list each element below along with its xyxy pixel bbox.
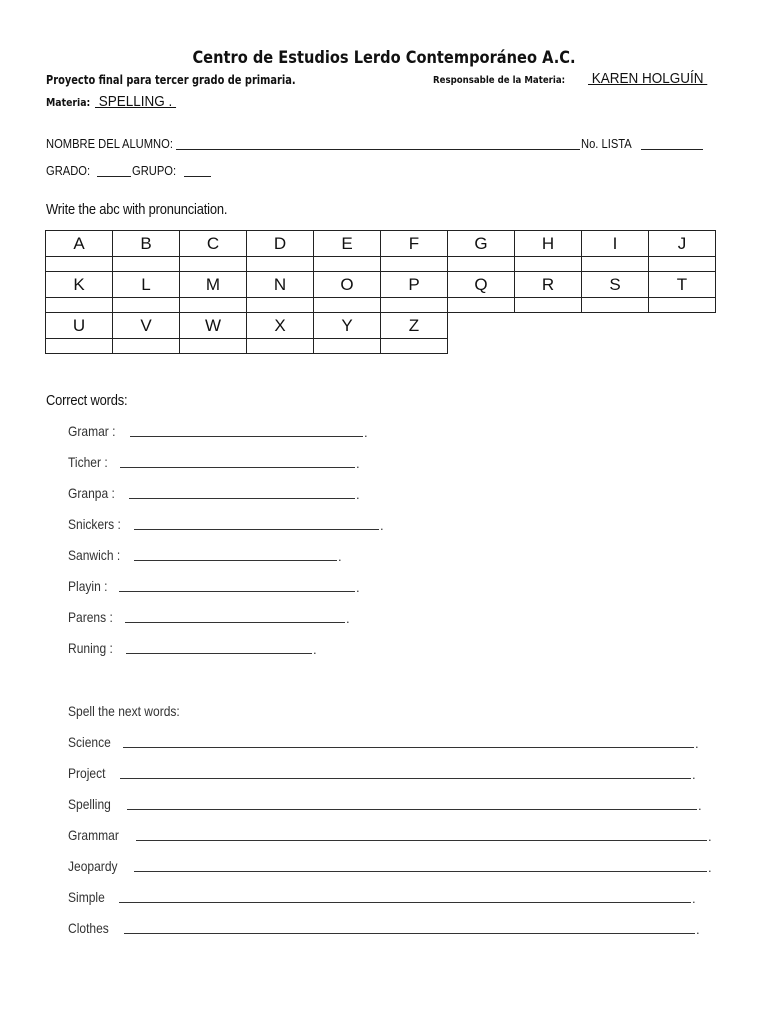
pronunciation-cell[interactable] bbox=[180, 298, 247, 313]
pronunciation-cell[interactable] bbox=[180, 339, 247, 354]
empty-cell bbox=[582, 313, 649, 339]
spell-word: Simple bbox=[68, 889, 105, 905]
period: . bbox=[380, 518, 384, 533]
letter-cell: A bbox=[46, 231, 113, 257]
period: . bbox=[708, 829, 712, 844]
empty-cell bbox=[649, 313, 716, 339]
lista-field[interactable] bbox=[641, 149, 703, 150]
letter-cell: W bbox=[180, 313, 247, 339]
letter-cell: S bbox=[582, 272, 649, 298]
pronunciation-cell[interactable] bbox=[314, 339, 381, 354]
answer-field[interactable] bbox=[134, 871, 707, 872]
student-name-label: NOMBRE DEL ALUMNO: bbox=[46, 136, 173, 151]
period: . bbox=[696, 922, 700, 937]
answer-field[interactable] bbox=[120, 778, 691, 779]
period: . bbox=[356, 456, 360, 471]
pronunciation-cell[interactable] bbox=[448, 298, 515, 313]
grupo-label: GRUPO: bbox=[132, 163, 177, 178]
pronunciation-cell[interactable] bbox=[247, 298, 314, 313]
spell-word: Clothes bbox=[68, 920, 109, 936]
misspelled-word: Parens : bbox=[68, 609, 113, 625]
answer-field[interactable] bbox=[119, 591, 355, 592]
letter-cell: H bbox=[515, 231, 582, 257]
misspelled-word: Sanwich : bbox=[68, 547, 121, 563]
misspelled-word: Runing : bbox=[68, 640, 113, 656]
misspelled-word: Gramar : bbox=[68, 423, 116, 439]
empty-cell bbox=[448, 313, 515, 339]
materia-value: SPELLING . bbox=[95, 93, 177, 110]
pronunciation-cell[interactable] bbox=[448, 257, 515, 272]
spell-heading: Spell the next words: bbox=[68, 703, 180, 719]
spell-word: Project bbox=[68, 765, 106, 781]
pronunciation-cell[interactable] bbox=[46, 257, 113, 272]
answer-field[interactable] bbox=[125, 622, 345, 623]
responsable-label: Responsable de la Materia: bbox=[433, 75, 566, 86]
pronunciation-cell[interactable] bbox=[180, 257, 247, 272]
period: . bbox=[692, 767, 696, 782]
period: . bbox=[692, 891, 696, 906]
pronunciation-cell[interactable] bbox=[113, 298, 180, 313]
spell-word: Grammar bbox=[68, 827, 119, 843]
misspelled-word: Playin : bbox=[68, 578, 108, 594]
letter-cell: B bbox=[113, 231, 180, 257]
pronunciation-cell[interactable] bbox=[515, 257, 582, 272]
abc-heading: Write the abc with pronunciation. bbox=[46, 201, 228, 218]
period: . bbox=[346, 611, 350, 626]
answer-field[interactable] bbox=[130, 436, 363, 437]
letter-cell: F bbox=[381, 231, 448, 257]
pronunciation-cell[interactable] bbox=[314, 298, 381, 313]
empty-cell bbox=[448, 339, 515, 354]
letter-cell: D bbox=[247, 231, 314, 257]
lista-label: No. LISTA bbox=[581, 136, 632, 151]
answer-field[interactable] bbox=[127, 809, 697, 810]
empty-cell bbox=[515, 313, 582, 339]
pronunciation-cell[interactable] bbox=[247, 257, 314, 272]
letter-cell: M bbox=[180, 272, 247, 298]
letter-cell: V bbox=[113, 313, 180, 339]
misspelled-word: Ticher : bbox=[68, 454, 108, 470]
misspelled-word: Granpa : bbox=[68, 485, 115, 501]
pronunciation-cell[interactable] bbox=[46, 339, 113, 354]
letter-cell: E bbox=[314, 231, 381, 257]
pronunciation-cell[interactable] bbox=[515, 298, 582, 313]
answer-field[interactable] bbox=[124, 933, 695, 934]
letter-cell: Q bbox=[448, 272, 515, 298]
grado-field[interactable] bbox=[97, 176, 131, 177]
student-name-field[interactable] bbox=[176, 149, 580, 150]
period: . bbox=[698, 798, 702, 813]
letter-cell: C bbox=[180, 231, 247, 257]
answer-field[interactable] bbox=[134, 529, 379, 530]
spell-word: Jeopardy bbox=[68, 858, 118, 874]
answer-field[interactable] bbox=[129, 498, 355, 499]
letter-cell: Z bbox=[381, 313, 448, 339]
pronunciation-cell[interactable] bbox=[381, 257, 448, 272]
misspelled-word: Snickers : bbox=[68, 516, 121, 532]
answer-field[interactable] bbox=[119, 902, 691, 903]
correct-words-heading: Correct words: bbox=[46, 392, 128, 409]
grupo-field[interactable] bbox=[184, 176, 211, 177]
alphabet-table bbox=[45, 230, 716, 354]
letter-cell: U bbox=[46, 313, 113, 339]
pronunciation-cell[interactable] bbox=[649, 257, 716, 272]
letter-cell: O bbox=[314, 272, 381, 298]
pronunciation-cell[interactable] bbox=[46, 298, 113, 313]
period: . bbox=[356, 487, 360, 502]
school-title: Centro de Estudios Lerdo Contemporáneo A.C. bbox=[192, 48, 576, 68]
empty-cell bbox=[582, 339, 649, 354]
grado-label: GRADO: bbox=[46, 163, 91, 178]
letter-cell: G bbox=[448, 231, 515, 257]
answer-field[interactable] bbox=[126, 653, 312, 654]
pronunciation-cell[interactable] bbox=[314, 257, 381, 272]
period: . bbox=[364, 425, 368, 440]
letter-cell: K bbox=[46, 272, 113, 298]
materia-label: Materia: bbox=[46, 96, 91, 109]
responsable-name: KAREN HOLGUÍN bbox=[588, 70, 708, 87]
empty-cell bbox=[515, 339, 582, 354]
pronunciation-cell[interactable] bbox=[582, 257, 649, 272]
period: . bbox=[695, 736, 699, 751]
letter-cell: L bbox=[113, 272, 180, 298]
pronunciation-cell[interactable] bbox=[381, 298, 448, 313]
answer-field[interactable] bbox=[123, 747, 694, 748]
letter-cell: X bbox=[247, 313, 314, 339]
letter-cell: N bbox=[247, 272, 314, 298]
period: . bbox=[356, 580, 360, 595]
empty-cell bbox=[649, 339, 716, 354]
letter-cell: P bbox=[381, 272, 448, 298]
period: . bbox=[708, 860, 712, 875]
answer-field[interactable] bbox=[134, 560, 337, 561]
pronunciation-cell[interactable] bbox=[582, 298, 649, 313]
pronunciation-cell[interactable] bbox=[649, 298, 716, 313]
pronunciation-cell[interactable] bbox=[113, 257, 180, 272]
pronunciation-cell[interactable] bbox=[381, 339, 448, 354]
letter-cell: T bbox=[649, 272, 716, 298]
period: . bbox=[313, 642, 317, 657]
letter-cell: I bbox=[582, 231, 649, 257]
letter-cell: R bbox=[515, 272, 582, 298]
pronunciation-cell[interactable] bbox=[247, 339, 314, 354]
pronunciation-cell[interactable] bbox=[113, 339, 180, 354]
letter-cell: Y bbox=[314, 313, 381, 339]
spell-word: Spelling bbox=[68, 796, 111, 812]
spell-word: Science bbox=[68, 734, 111, 750]
project-subtitle: Proyecto final para tercer grado de primaria. bbox=[46, 73, 296, 87]
answer-field[interactable] bbox=[136, 840, 707, 841]
letter-cell: J bbox=[649, 231, 716, 257]
answer-field[interactable] bbox=[120, 467, 355, 468]
period: . bbox=[338, 549, 342, 564]
